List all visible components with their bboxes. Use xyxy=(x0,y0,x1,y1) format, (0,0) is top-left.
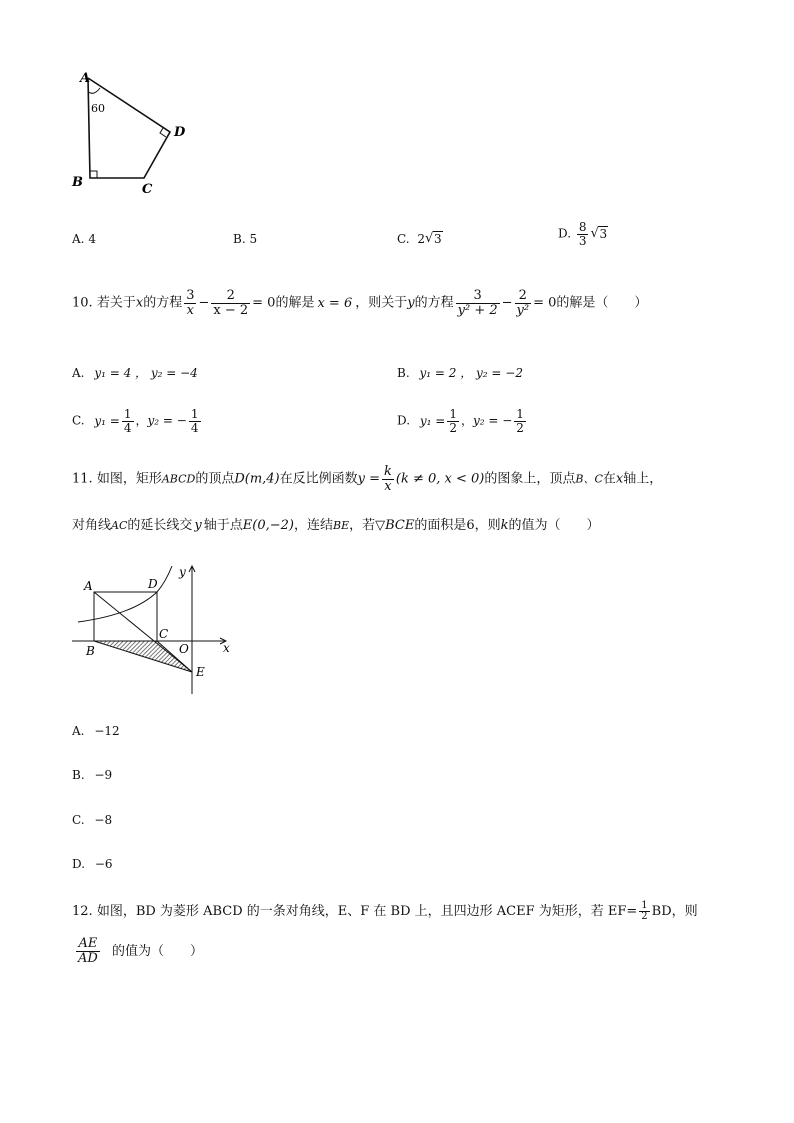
q9-option-a[interactable] xyxy=(72,232,96,246)
q10-option-a[interactable] xyxy=(72,364,198,381)
radicand: 3 xyxy=(434,232,442,246)
fraction xyxy=(382,465,394,493)
stem-math: y = xyxy=(357,471,381,487)
stem-text: 的解是 xyxy=(275,295,315,311)
stem-text: BD，则 xyxy=(651,904,698,919)
q11-option-c[interactable] xyxy=(72,813,112,827)
stem-text: 在 xyxy=(602,471,616,487)
option-value: −9 xyxy=(94,768,113,782)
option-letter: C. xyxy=(72,813,85,827)
q10-option-b[interactable] xyxy=(397,364,523,381)
option-value: 4 xyxy=(88,232,96,246)
diagonal-ac-extended xyxy=(94,592,192,672)
option-y2: y₂ = − xyxy=(147,413,187,428)
var-x: x xyxy=(135,295,144,311)
label-b: B xyxy=(72,175,83,190)
q11-option-b[interactable] xyxy=(72,768,112,782)
denominator: 4 xyxy=(123,420,132,435)
label-d: D xyxy=(148,577,158,591)
stem-math: y xyxy=(194,518,202,533)
denominator: x − 2 xyxy=(213,302,249,318)
label-o: O xyxy=(179,642,189,656)
option-value: −6 xyxy=(94,857,113,871)
option-value: 5 xyxy=(249,232,258,246)
q9-option-b[interactable] xyxy=(233,232,257,246)
label-e: E xyxy=(196,665,205,679)
numerator: 3 xyxy=(456,289,500,304)
label-c: C xyxy=(159,627,169,641)
q10-option-d[interactable] xyxy=(397,408,528,434)
stem-math: E(0,−2) xyxy=(242,518,294,533)
denominator: 2 xyxy=(449,420,457,435)
stem-math: D(m,4) xyxy=(234,471,280,487)
stem-text: ，连结 xyxy=(293,518,333,533)
stem-text: 的方程 xyxy=(143,295,183,311)
stem-text: 的面积是6，则 xyxy=(414,518,501,533)
label-b: B xyxy=(86,644,95,658)
option-letter: C. xyxy=(397,232,410,246)
label-y: y xyxy=(179,565,186,579)
option-letter: D. xyxy=(558,226,572,241)
option-letter: B. xyxy=(397,366,410,380)
solution: x = 6 xyxy=(317,295,353,311)
option-value: y₁ = 4 ， y₂ = −4 xyxy=(94,366,198,380)
fraction xyxy=(639,901,649,923)
denominator: x xyxy=(384,478,392,494)
stem-text: 的图象上，顶点 xyxy=(484,471,576,487)
option-letter: D. xyxy=(397,413,411,428)
option-letter: A. xyxy=(72,724,85,738)
option-letter: B. xyxy=(72,768,85,782)
numerator: 2 xyxy=(515,289,532,304)
fraction xyxy=(514,408,526,434)
stem-math: AC xyxy=(111,519,128,532)
question-12-line1 xyxy=(72,900,698,923)
fraction xyxy=(122,408,134,434)
stem-math: B、C xyxy=(575,472,603,486)
stem-math: ▽BCE xyxy=(375,518,415,533)
option-coef: 2 xyxy=(417,232,426,246)
denominator: 4 xyxy=(190,420,199,435)
denominator: x xyxy=(186,302,195,318)
q10-option-c[interactable] xyxy=(72,408,203,434)
stem-text: ，若 xyxy=(349,518,376,533)
stem-text: 在反比例函数 xyxy=(279,471,358,487)
option-value: −8 xyxy=(94,813,113,827)
equals-zero: = 0 xyxy=(252,295,276,311)
stem-text: ，则关于 xyxy=(355,295,408,311)
q9-option-c[interactable] xyxy=(397,232,443,246)
option-letter: B. xyxy=(233,232,246,246)
sqrt xyxy=(425,232,443,246)
hyperbola-curve xyxy=(78,566,172,622)
stem-text: 的解是（ ） xyxy=(556,295,648,311)
denominator: 3 xyxy=(578,233,587,248)
label-d: D xyxy=(174,125,186,140)
denominator: 2 xyxy=(516,420,524,435)
stem-text: 轴上， xyxy=(623,471,663,487)
label-angle-60: 60 xyxy=(91,102,105,115)
option-letter: D. xyxy=(72,857,86,871)
question-11-line2 xyxy=(72,514,600,533)
question-12-line2 xyxy=(74,937,203,965)
question-11-line1 xyxy=(72,465,662,493)
option-y1: y₁ = xyxy=(419,413,446,428)
triangle-bce xyxy=(94,641,192,672)
stem-text: 的值为（ ） xyxy=(111,943,203,959)
numerator: AE xyxy=(76,937,100,952)
label-a: A xyxy=(84,579,93,593)
quadrilateral-outline xyxy=(88,78,170,178)
stem-text: 的延长线交 xyxy=(127,518,193,533)
numerator: 8 xyxy=(578,220,587,234)
numerator: 1 xyxy=(123,407,132,421)
right-angle-mark-b xyxy=(90,171,97,178)
question-number: 11. xyxy=(72,471,93,487)
q11-option-d[interactable] xyxy=(72,857,113,871)
var-y: y xyxy=(407,295,415,311)
numerator: 2 xyxy=(211,289,250,304)
separator: ， xyxy=(460,413,473,428)
equals-zero: = 0 xyxy=(533,295,557,311)
stem-text: 如图，BD 为菱形 ABCD 的一条对角线，E、F 在 BD 上，且四边形 ACEF 为矩形，若 EF= xyxy=(96,904,638,919)
coordinate-figure xyxy=(68,560,238,700)
stem-text: 的值为（ ） xyxy=(508,518,600,533)
angle-arc-a xyxy=(89,88,101,93)
stem-math: (k ≠ 0, x < 0) xyxy=(395,471,485,487)
separator: ， xyxy=(135,413,148,428)
label-x: x xyxy=(223,641,230,655)
fraction-ae-ad xyxy=(76,937,100,965)
stem-math: ABCD xyxy=(161,472,196,486)
fraction xyxy=(189,408,201,434)
numerator: 1 xyxy=(641,899,648,911)
numerator: 1 xyxy=(190,407,199,421)
quadrilateral-figure xyxy=(60,62,200,197)
numerator: 1 xyxy=(449,407,457,421)
stem-text: 对角线 xyxy=(72,518,112,533)
fraction xyxy=(577,221,589,247)
radicand: 3 xyxy=(599,226,608,241)
stem-text: 如图，矩形 xyxy=(96,471,162,487)
fraction xyxy=(184,289,196,317)
option-y1: y₁ = xyxy=(94,413,120,428)
fraction xyxy=(447,408,459,434)
stem-text: 轴于点 xyxy=(203,518,243,533)
numerator: k xyxy=(384,464,392,479)
stem-math: x xyxy=(615,471,624,487)
numerator: 1 xyxy=(516,407,524,421)
stem-math: BE xyxy=(333,519,350,532)
fraction xyxy=(211,289,250,317)
minus-sign: − xyxy=(501,295,513,311)
option-letter: A. xyxy=(72,366,85,380)
denominator: 2 xyxy=(641,911,648,922)
stem-math: k xyxy=(500,518,509,533)
question-number: 12. xyxy=(72,904,93,919)
question-number: 10. xyxy=(72,295,93,311)
denominator: y² + 2 xyxy=(457,302,498,318)
fraction xyxy=(515,289,532,317)
denominator: AD xyxy=(78,950,98,966)
question-10-stem xyxy=(72,289,647,317)
stem-text: 的方程 xyxy=(414,295,454,311)
label-a: A xyxy=(80,71,91,86)
numerator: 3 xyxy=(186,288,195,303)
sqrt xyxy=(590,227,608,241)
option-value: y₁ = 2 ， y₂ = −2 xyxy=(419,366,523,380)
option-y2: y₂ = − xyxy=(472,413,513,428)
minus-sign: − xyxy=(198,295,210,311)
stem-text: 的顶点 xyxy=(195,471,235,487)
option-value: −12 xyxy=(94,724,120,738)
option-letter: C. xyxy=(72,413,85,428)
stem-text: 若关于 xyxy=(96,295,136,311)
fraction xyxy=(456,289,500,317)
q11-option-a[interactable] xyxy=(72,724,120,738)
option-letter: A. xyxy=(72,232,85,246)
denominator: y² xyxy=(516,302,530,318)
label-c: C xyxy=(142,182,153,197)
q9-option-d[interactable] xyxy=(558,221,608,247)
